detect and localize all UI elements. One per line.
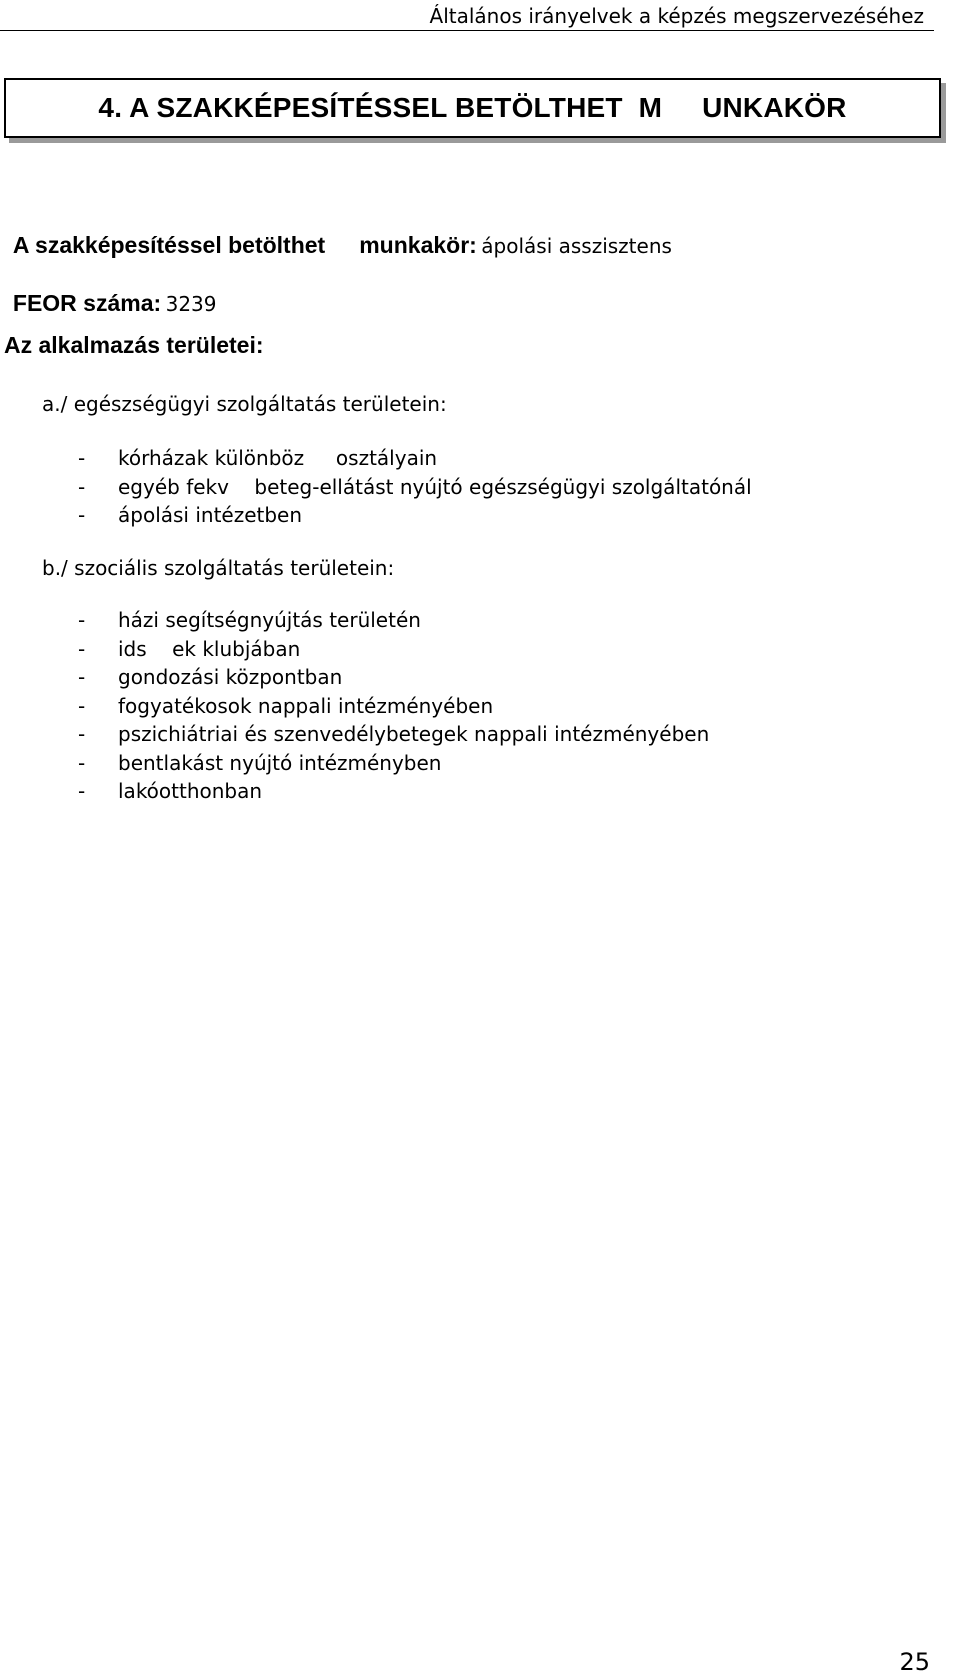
job-label-part1: A szakképesítéssel betölthet [12,232,326,258]
bullet-dash: - [78,750,86,775]
list-item-text: egyéb fekv beteg-ellátást nyújtó egészségügyi szolgáltatónál [118,474,752,499]
header-rule [0,30,934,31]
list-item-text: házi segítségnyújtás területén [118,608,421,632]
bullet-dash: - [78,636,86,661]
list-item-text: lakóotthonban [118,779,263,803]
chapter-title-box [4,78,941,138]
bullet-dash: - [78,722,86,746]
list-item-text: gondozási központban [118,665,343,689]
list-item-text: pszichiátriai és szenvedélybetegek nappali intézményében [118,722,710,746]
feor-label: FEOR száma: [12,290,162,316]
bullet-dash: - [78,474,86,499]
section-b-heading: b./ szociális szolgáltatás területein: [42,556,395,580]
job-title-value: ápolási asszisztens [481,234,672,258]
feor-value: 3239 [165,292,217,316]
job-label-part2: munkakör: [359,232,477,258]
list-item-text: bentlakást nyújtó intézményben [118,750,442,775]
chapter-title: 4. A SZAKKÉPESÍTÉSSEL BETÖLTHET M UNKAKÖR [98,92,847,123]
bullet-dash: - [78,503,86,527]
areas-heading: Az alkalmazás területei: [4,332,264,358]
bullet-dash: - [78,693,86,718]
bullet-dash: - [78,665,86,689]
bullet-dash: - [78,446,86,470]
feor-row [4,272,217,317]
bullet-dash: - [78,608,86,632]
list-item-text: ids ek klubjában [118,636,301,661]
bullet-dash: - [78,779,86,803]
job-title-row [4,214,672,259]
list-item-text: fogyatékosok nappali intézményében [118,693,494,718]
section-a-heading: a./ egészségügyi szolgáltatás területein: [42,392,447,416]
list-item-text: ápolási intézetben [118,503,303,527]
list-item-text: kórházak különböz osztályain [118,446,438,470]
running-header: Általános irányelvek a képzés megszervezéséhez [429,4,924,28]
page-number: 25 [899,1648,930,1676]
